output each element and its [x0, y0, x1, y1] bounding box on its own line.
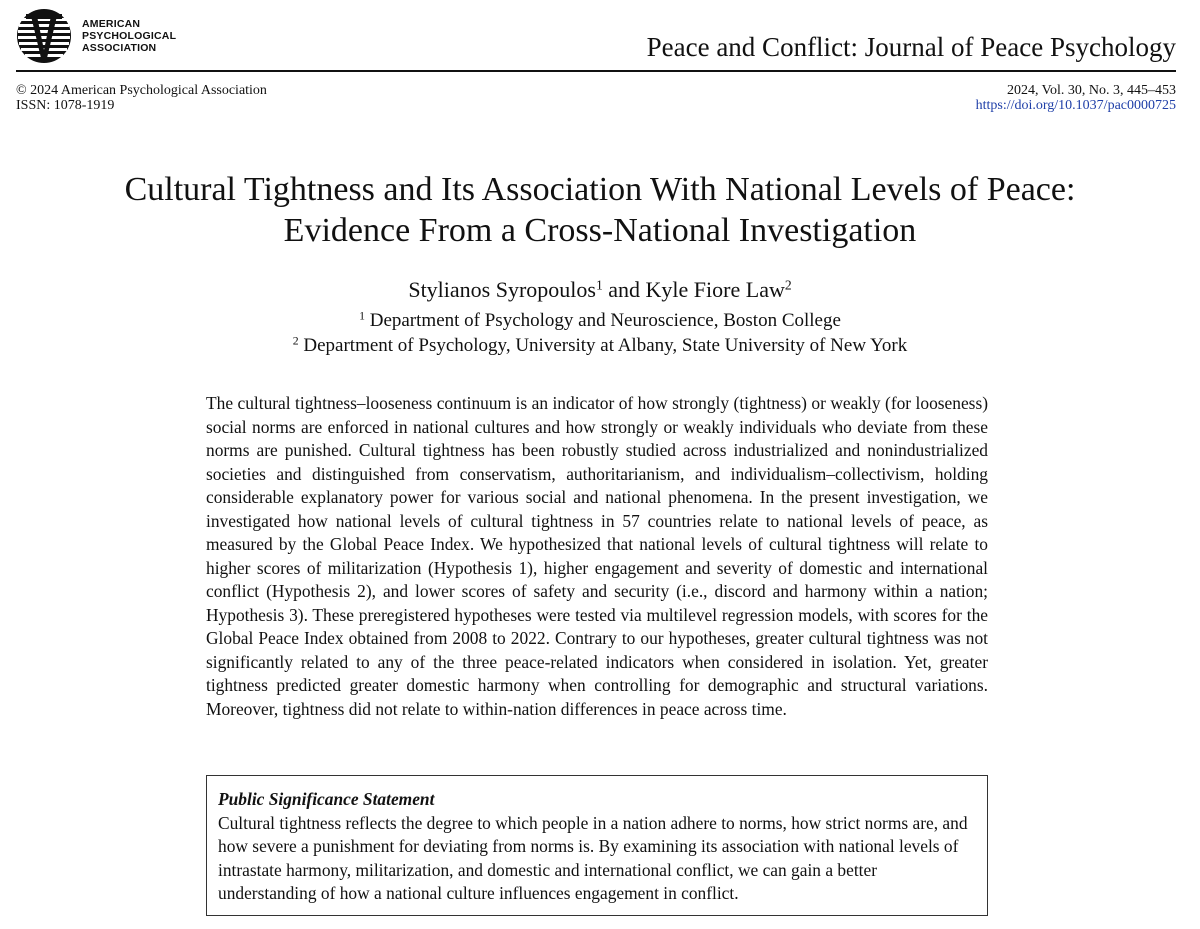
author-affiliation-mark: 2	[784, 277, 792, 293]
copyright: © 2024 American Psychological Association	[16, 83, 267, 98]
logo-line: AMERICAN	[82, 18, 141, 30]
public-significance-box	[206, 775, 988, 916]
meta-left	[16, 83, 267, 113]
logo-line: ASSOCIATION	[82, 42, 157, 54]
author-affiliation-mark: 1	[595, 277, 603, 293]
page-header	[16, 6, 1176, 72]
affiliation-mark: 2	[292, 334, 299, 348]
header-rule	[16, 70, 1176, 72]
journal-title: Peace and Conflict: Journal of Peace Psychology	[646, 32, 1176, 62]
affiliation-text: Department of Psychology and Neuroscience, Boston College	[369, 310, 841, 331]
author-name: Kyle Fiore Law	[645, 277, 785, 302]
authors	[0, 276, 1200, 304]
doi-link[interactable]: https://doi.org/10.1037/pac0000725	[975, 98, 1176, 113]
title-line: Evidence From a Cross-National Investigation	[283, 212, 917, 249]
logo-line: PSYCHOLOGICAL	[82, 30, 177, 42]
affiliation-mark: 1	[359, 309, 365, 323]
affiliation	[0, 334, 1200, 358]
affiliation	[0, 309, 1200, 333]
article-title	[20, 169, 1180, 251]
abstract: The cultural tightness–looseness continuum is an indicator of how strongly (tightness) or weakly (for looseness) social norms are enforced in national cultures and how strongly or weakly individuals who deviate from these norms are punished. Cultural tightness has been robustly studied across industrialized and nonindustrialized societies and distinguished from conservatism, authoritarianism, and individualism–collectivism, holding considerable explanatory power for various social and national phenomena. In the present investigation, we investigated how national levels of cultural tightness in 57 countries relate to national levels of peace, as measured by the Global Peace Index. We hypothesized that national levels of cultural tightness will relate to higher scores of militarization (Hypothesis 1), higher engagement and severity of domestic and international conflict (Hypothesis 2), and lower scores of safety and security (i.e., discord and harmony within a nation; Hypothesis 3). These preregistered hypotheses were tested via multilevel regression models, with scores for the Global Peace Index obtained from 2008 to 2022. Contrary to our hypotheses, greater cultural tightness was not significantly related to any of the three peace-related indicators when considered in isolation. Yet, greater tightness predicted greater domestic harmony when controlling for demographic and structural variations. Moreover, tightness did not relate to within-nation differences in peace across time.	[206, 393, 988, 719]
significance-heading: Public Significance Statement	[218, 789, 435, 809]
affiliation-text: Department of Psychology, University at Albany, State University of New York	[303, 335, 908, 356]
meta-right	[976, 83, 1176, 113]
title-line: Cultural Tightness and Its Association With National Levels of Peace:	[124, 171, 1076, 208]
significance-body: Cultural tightness reflects the degree to which people in a nation adhere to norms, how strict norms are, and how severe a punishment for deviating from norms is. By examining its association with national levels of intrastate harmony, militarization, and domestic and international conflict, we can gain a better understanding of how a national culture influences engagement in conflict.	[218, 812, 968, 903]
citation: 2024, Vol. 30, No. 3, 445–453	[1006, 83, 1176, 98]
issn: ISSN: 1078-1919	[16, 98, 115, 113]
apa-logo-text	[82, 18, 176, 54]
apa-logo	[16, 8, 186, 64]
author-name: Stylianos Syropoulos	[408, 277, 596, 302]
author-joiner: and	[602, 277, 646, 302]
apa-logo-icon	[16, 8, 74, 64]
